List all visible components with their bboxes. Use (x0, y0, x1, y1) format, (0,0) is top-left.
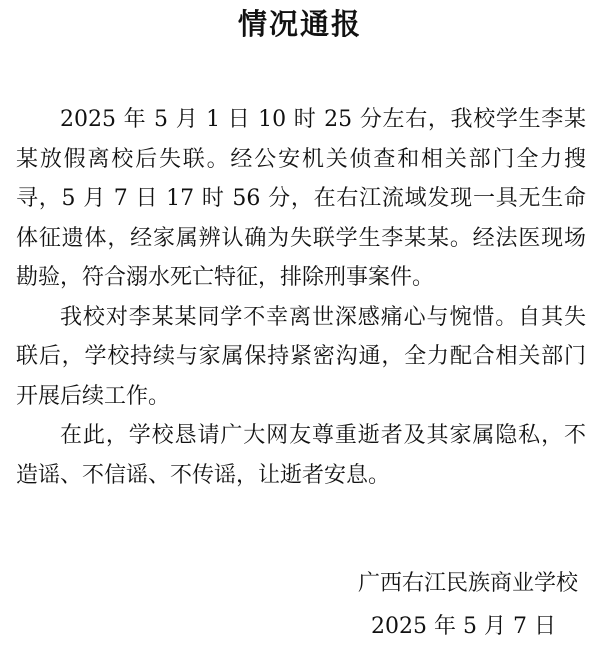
notice-title: 情况通报 (237, 7, 362, 41)
signature-date: 2025 年 5 月 7 日 (371, 614, 556, 639)
paragraph-appeal: 在此，学校恳请广大网友尊重逝者及其家属隐私，不造谣、不信谣、不传谣，让逝者安息。 (16, 423, 586, 488)
notice-body (16, 100, 586, 495)
signature-organization: 广西右江民族商业学校 (357, 571, 578, 596)
paragraph-incident: 2025 年 5 月 1 日 10 时 25 分左右，我校学生李某某放假离校后失联。经公安机关侦查和相关部门全力搜寻，5 月 7 日 17 时 56 分，在右江流域发现一具无生命体征遗体，经家属辨认确为失联学生李某某。经法医现场勘验，符合溺水死亡特征，排除刑事案件。 (16, 107, 586, 290)
paragraph-condolence: 我校对李某某同学不幸离世深感痛心与惋惜。自其失联后，学校持续与家属保持紧密沟通，全力配合相关部门开展后续工作。 (16, 304, 586, 409)
